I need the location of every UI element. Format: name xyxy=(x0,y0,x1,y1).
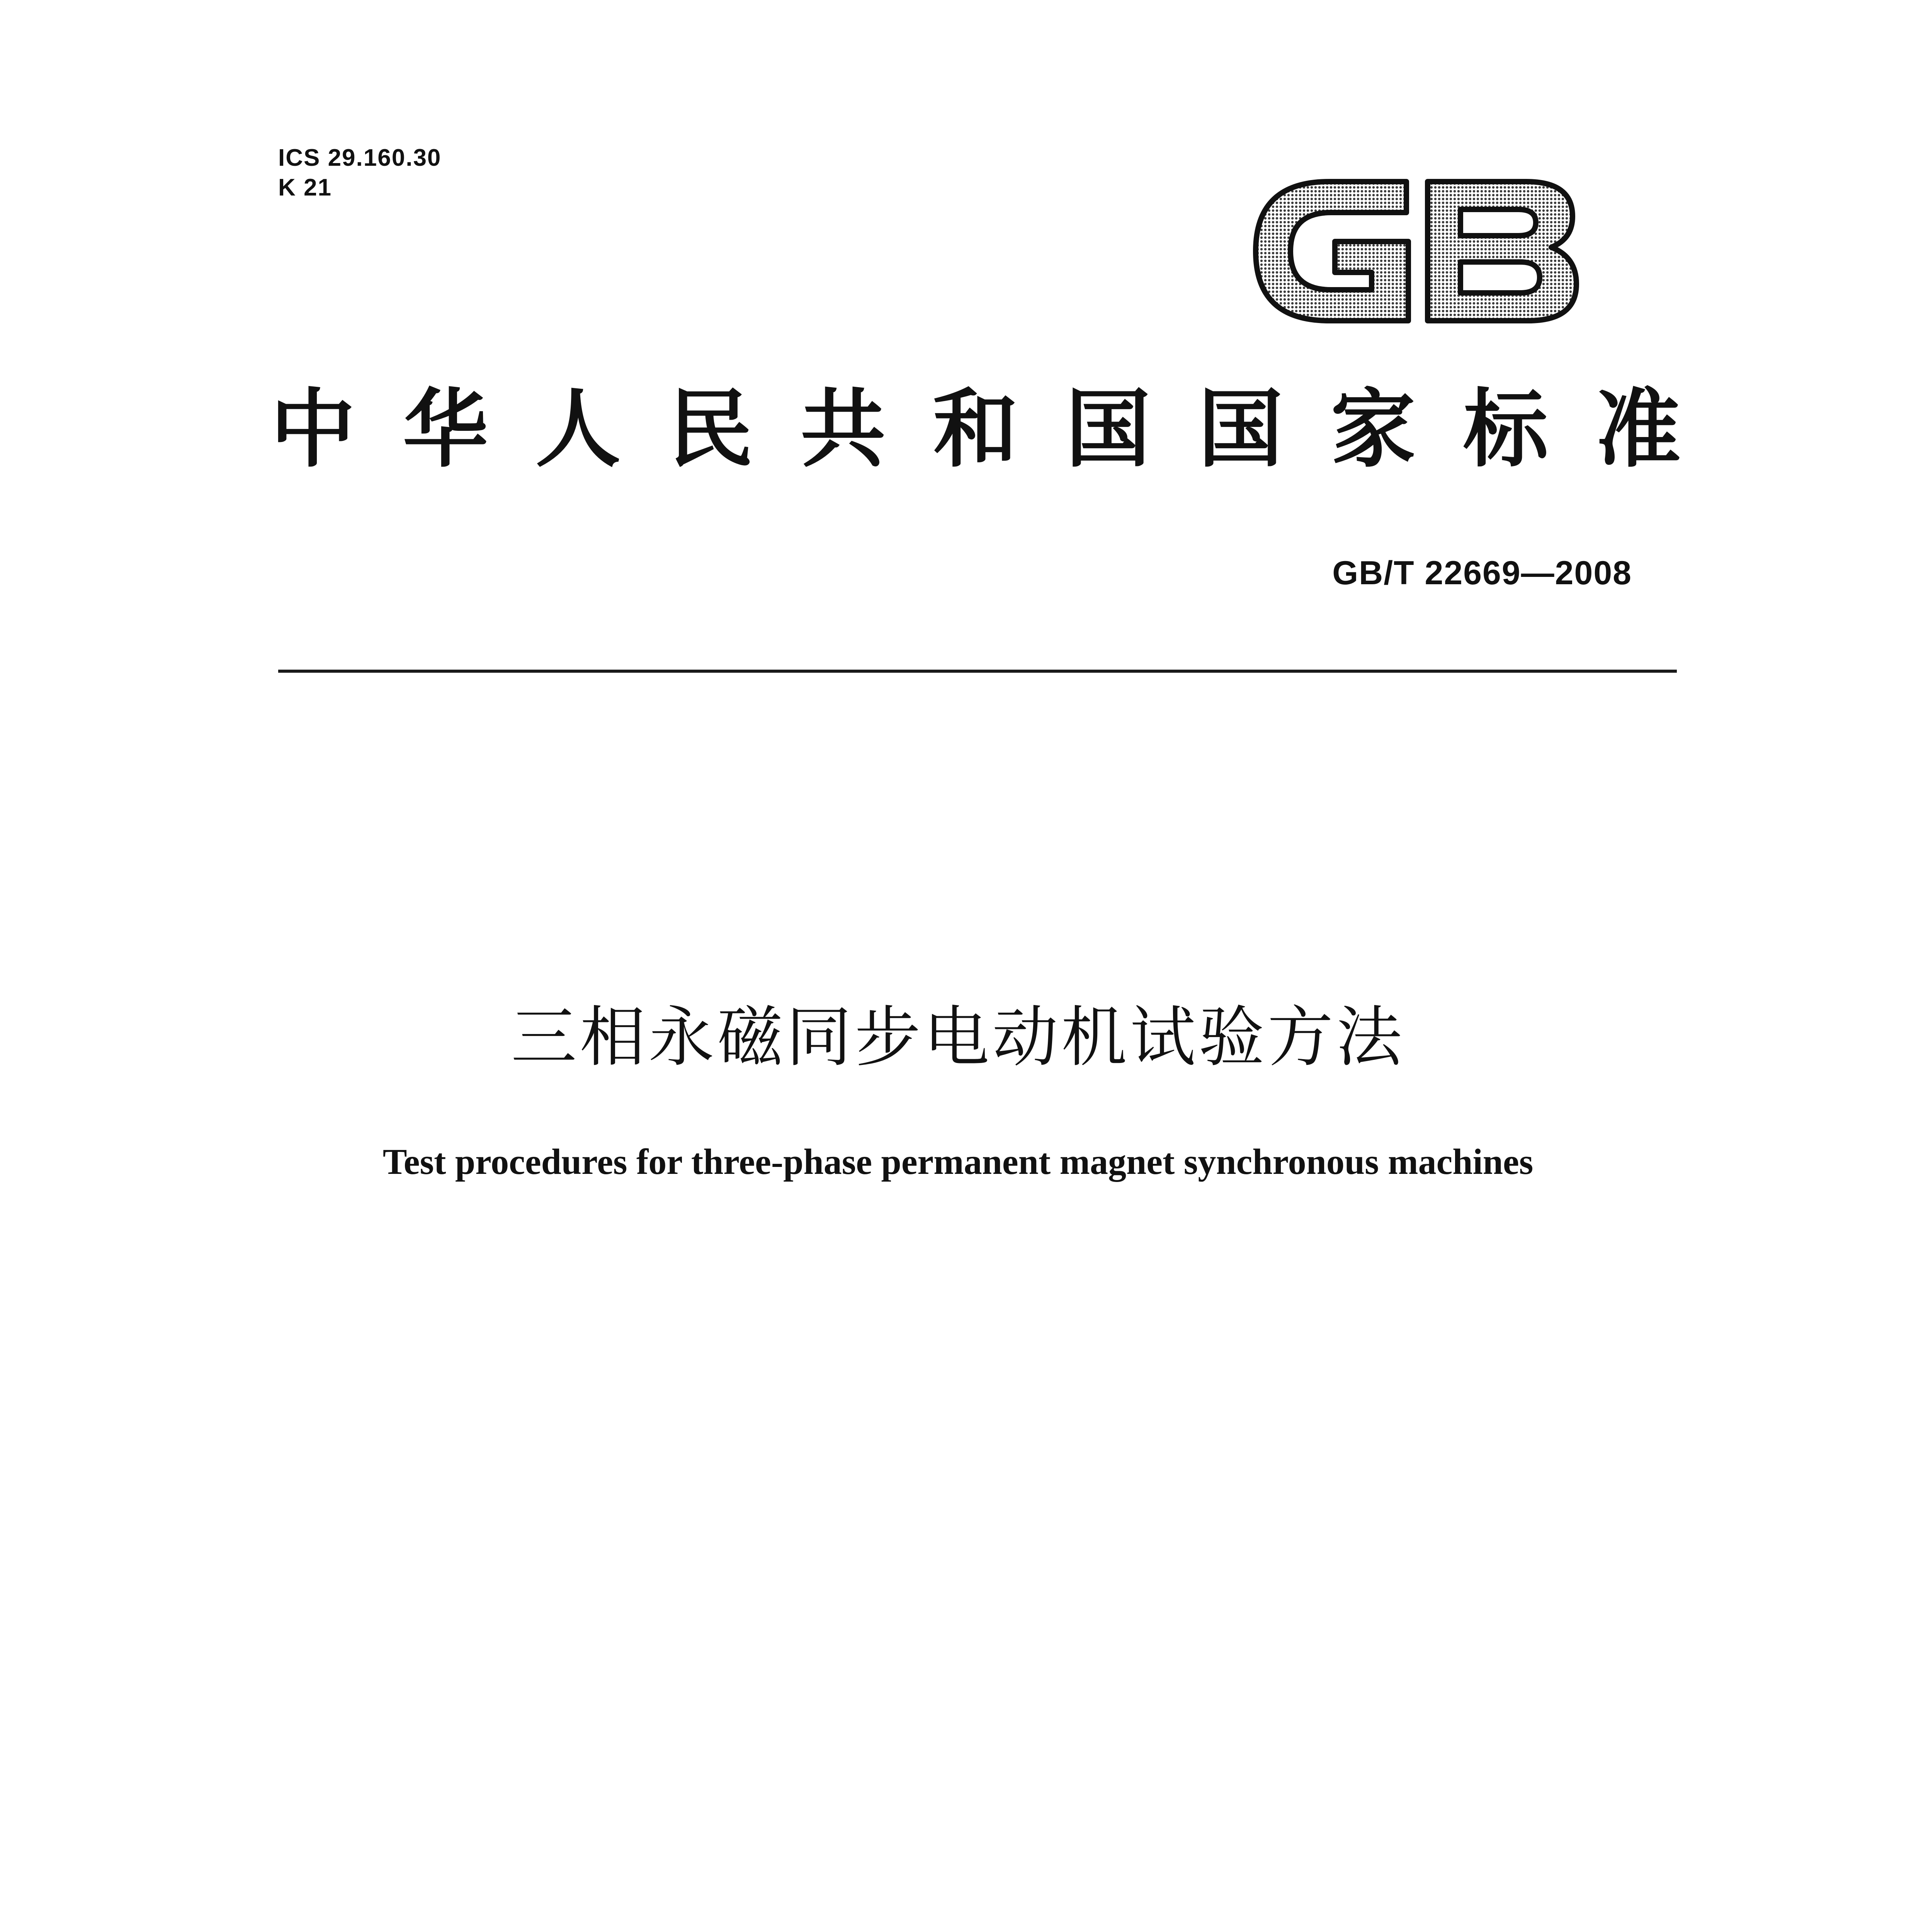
document-title-en: Test procedures for three-phase permanent magnet synchronous machines xyxy=(383,1142,1533,1182)
standard-category-title: 中华人民共和国国家标准 xyxy=(270,379,1681,479)
ics-code: ICS 29.160.30 xyxy=(278,145,442,171)
document-title-cn: 三相永磁同步电动机试验方法 xyxy=(511,999,1405,1076)
top-divider xyxy=(278,670,1677,673)
gb-logo xyxy=(1248,166,1588,336)
ccs-code: K 21 xyxy=(278,174,332,201)
standard-number: GB/T 22669—2008 xyxy=(1332,554,1632,592)
